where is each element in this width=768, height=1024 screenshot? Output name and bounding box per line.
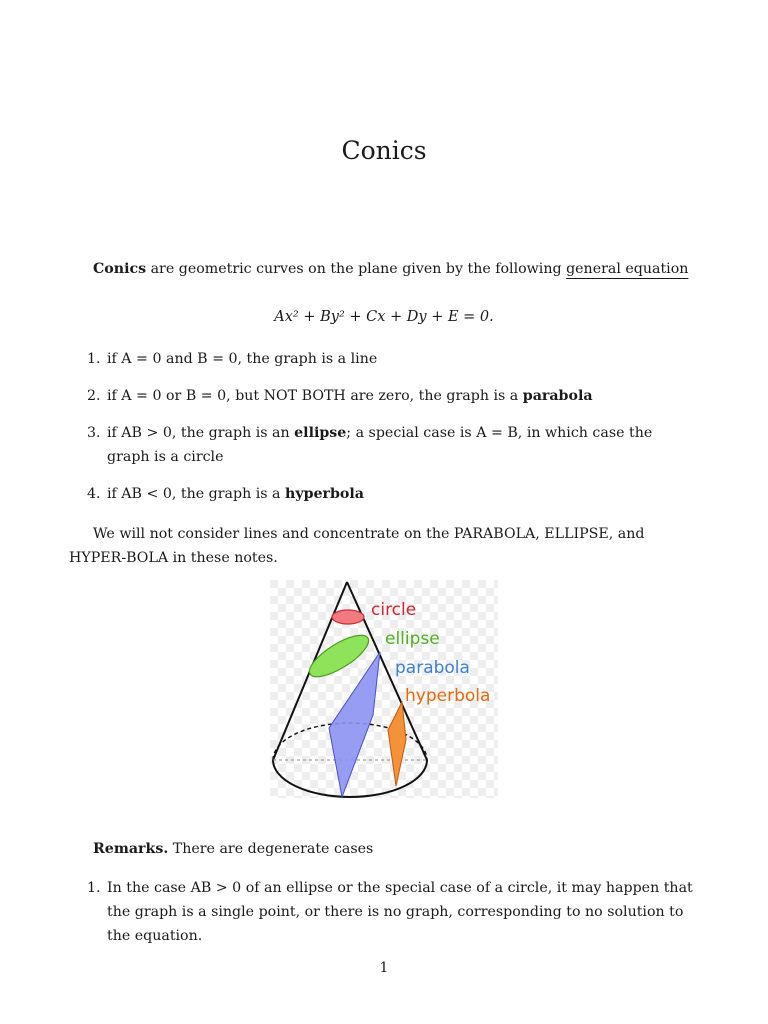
list-number: 1.	[87, 351, 101, 367]
remarks-heading: Remarks.	[93, 841, 169, 857]
general-equation-link: general equation	[566, 261, 689, 277]
intro-paragraph	[69, 257, 699, 281]
ellipse-label: ellipse	[385, 629, 440, 649]
remarks-list	[87, 876, 699, 948]
cone-diagram	[270, 580, 498, 798]
circle-section	[332, 610, 364, 624]
intro-bold-term: Conics	[93, 261, 147, 277]
intro-text: are geometric curves on the plane given by the following	[146, 261, 567, 277]
list-number: 4.	[87, 486, 101, 502]
list-text: if A = 0 or B = 0, but NOT BOTH are zero, the graph is a	[107, 388, 523, 404]
general-equation: Ax² + By² + Cx + Dy + E = 0.	[274, 309, 494, 325]
list-item	[87, 876, 699, 948]
list-text: In the case AB > 0 of an ellipse or the special case of a circle, it may happen that the graph is a single point, or there is no graph, corresponding to no solution to the equation.	[107, 880, 693, 944]
conic-sections-figure	[270, 580, 498, 798]
remarks-text: There are degenerate cases	[168, 841, 374, 857]
list-item	[87, 421, 699, 469]
hyperbola-label: hyperbola	[405, 686, 491, 706]
list-text: if A = 0 and B = 0, the graph is a line	[107, 351, 378, 367]
list-item	[87, 384, 699, 408]
page-title: Conics	[341, 136, 427, 165]
parabola-label: parabola	[395, 658, 470, 678]
note-paragraph: We will not consider lines and concentrate on the PARABOLA, ELLIPSE, and HYPER-BOLA in these notes.	[69, 526, 645, 566]
list-text: if AB > 0, the graph is an	[107, 425, 295, 441]
cases-list	[87, 347, 699, 506]
remarks-paragraph	[69, 837, 699, 861]
list-item	[87, 347, 699, 371]
list-bold-term: hyperbola	[285, 486, 364, 502]
page-number: 1	[379, 960, 389, 976]
list-text-post: ; a special case is A = B, in which case the graph is a circle	[107, 425, 653, 465]
list-number: 1.	[87, 880, 101, 896]
list-bold-term: ellipse	[294, 425, 347, 441]
list-number: 2.	[87, 388, 101, 404]
list-number: 3.	[87, 425, 101, 441]
list-item	[87, 482, 699, 506]
list-text: if AB < 0, the graph is a	[107, 486, 286, 502]
list-bold-term: parabola	[522, 388, 593, 404]
circle-label: circle	[371, 600, 417, 620]
